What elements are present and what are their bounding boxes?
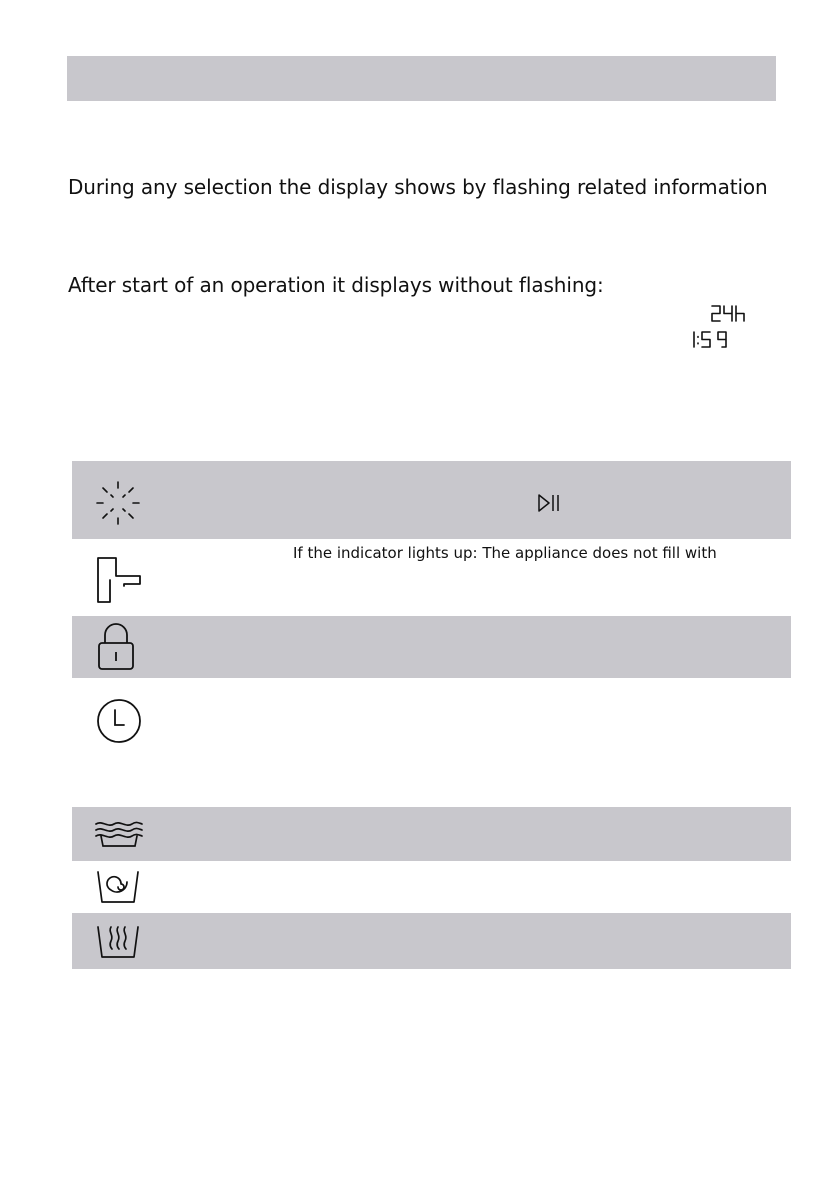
start-pause-icon [538,494,560,512]
indicator-row-water [72,539,791,616]
water-tap-icon [96,556,144,604]
indicator-row-delay [72,678,791,807]
indicator-row-spin [72,861,791,913]
indicator-row-lock [72,616,791,678]
section-header-band [67,56,776,101]
intro-running-text: After start of an operation it displays without flashing: [68,273,604,297]
drying-icon [96,923,140,959]
clock-icon [96,698,142,744]
wash-icon [94,820,144,850]
padlock-icon [96,621,136,673]
intro-flashing-text: During any selection the display shows by flashing related information [68,175,768,199]
display-readout-159 [692,331,728,349]
indicator-row-wash [72,807,791,861]
flashing-light-icon [94,479,142,527]
display-readout-24h [711,305,747,323]
indicator-row-dry [72,913,791,969]
indicator-row-flashing [72,461,791,539]
spin-icon [96,870,140,904]
indicator-water-text: If the indicator lights up: The appliance does not fill with [293,544,717,562]
